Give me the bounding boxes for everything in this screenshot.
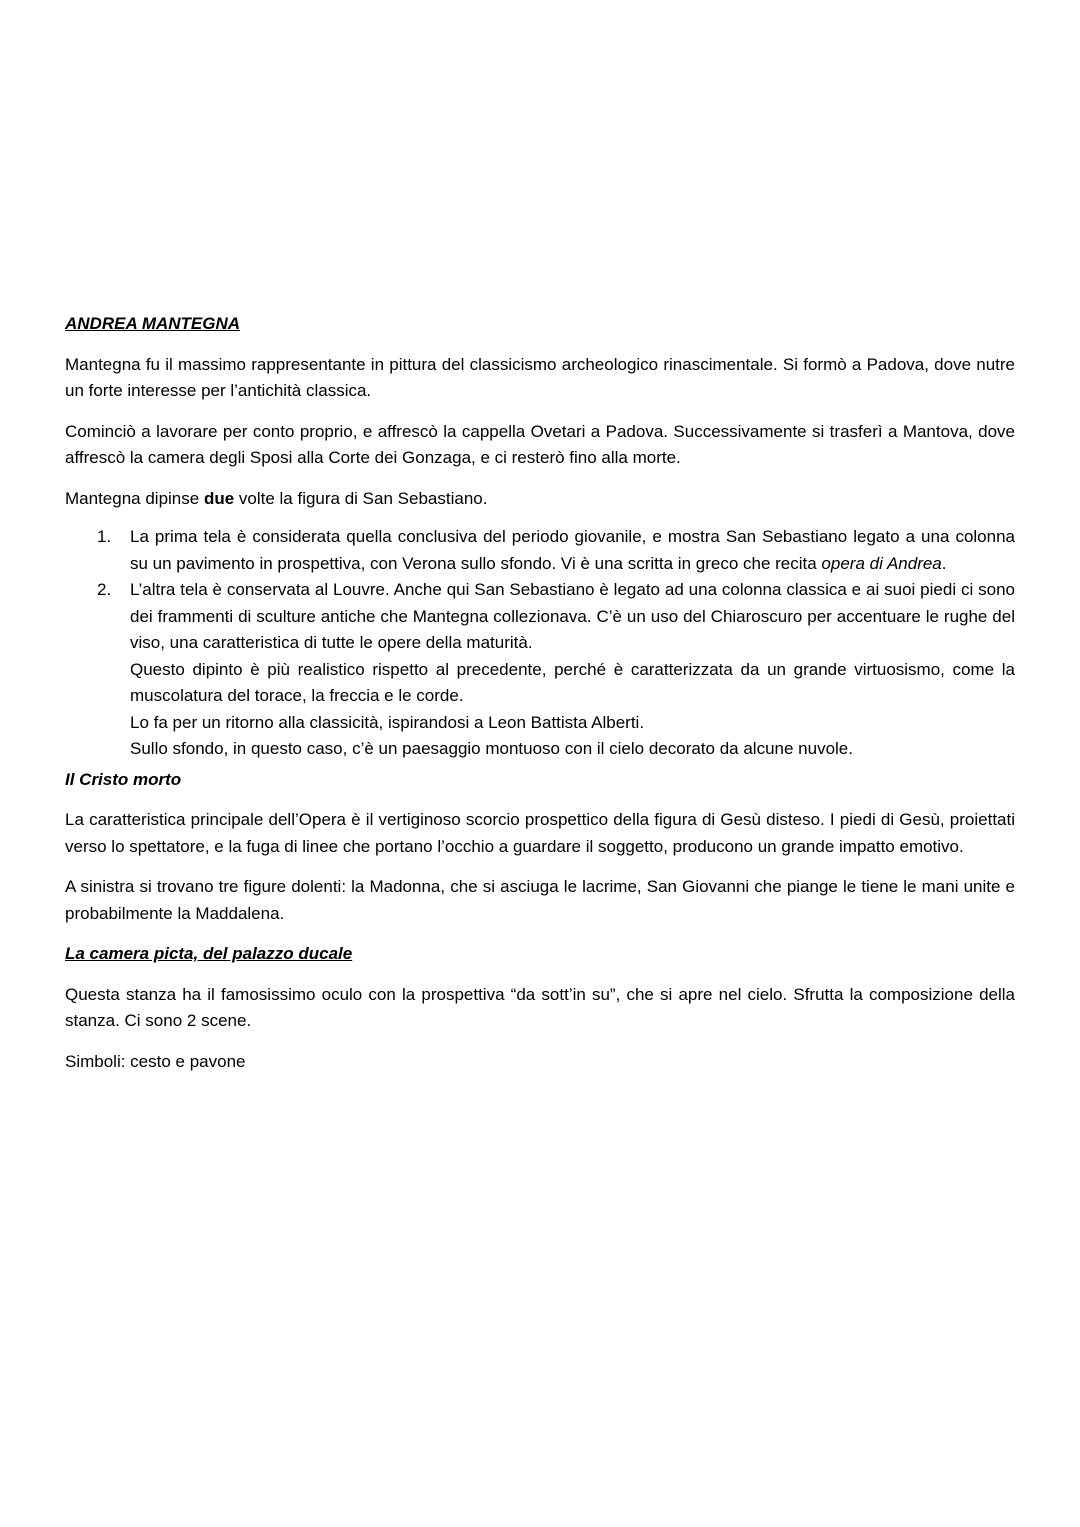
list-item: [65, 577, 1015, 763]
sebastiano-list: [65, 524, 1015, 763]
cristo-paragraph-2: A sinistra si trovano tre figure dolenti: la Madonna, che si asciuga le lacrime, San Giovanni che piange le tiene le mani unite e probabilmente la Maddalena.: [65, 877, 1015, 923]
section-heading-cristo: Il Cristo morto: [65, 769, 182, 789]
intro-paragraph-2: Cominciò a lavorare per conto proprio, e affrescò la cappella Ovetari a Padova. Successivamente si trasferì a Mantova, dove affrescò la camera degli Sposi alla Corte dei Gonzaga, e ci resterò fino alla morte.: [65, 421, 1015, 467]
document-body: [65, 311, 1015, 1089]
intro-p3-bold: due: [203, 488, 235, 508]
intro-paragraph-3: [65, 486, 1015, 513]
list-item-line: Questo dipinto è più realistico rispetto al precedente, perché è caratterizzata da un grande virtuosismo, come la muscolatura del torace, la freccia e le corde.: [130, 659, 1015, 705]
list-number: 1.: [97, 527, 112, 546]
cristo-paragraph-1: La caratteristica principale dell’Opera è il vertiginoso scorcio prospettico della figura di Gesù disteso. I piedi di Gesù, proiettati verso lo spettatore, e la fuga di linee che portano l’occhio a guardare il soggetto, producono un grande impatto emotivo.: [65, 810, 1015, 856]
intro-p3-before: Mantegna dipinse: [65, 488, 204, 508]
intro-p3-after: volte la figura di San Sebastiano.: [234, 488, 488, 508]
list-item-line: Lo fa per un ritorno alla classicità, ispirandosi a Leon Battista Alberti.: [130, 712, 645, 732]
section-heading-camera: La camera picta, del palazzo ducale: [65, 944, 353, 963]
intro-paragraph-1: Mantegna fu il massimo rappresentante in pittura del classicismo archeologico rinascimentale. Si formò a Padova, dove nutre un forte interesse per l’antichità classica.: [65, 354, 1015, 400]
list-item-text: La prima tela è considerata quella conclusiva del periodo giovanile, e mostra San Sebastiano legato a una colonna su un pavimento in prospettiva, con Verona sullo sfondo. Vi è una scritta in greco che recita: [130, 527, 1015, 573]
list-item-line: L’altra tela è conservata al Louvre. Anche qui San Sebastiano è legato ad una colonna classica e ai suoi piedi ci sono dei frammenti di sculture antiche che Mantegna collezionava. C’è un uso del Chiaroscuro per accentuare le rughe del viso, una caratteristica di tutte le opere della maturità.: [130, 580, 1015, 652]
list-item: [65, 524, 1015, 577]
camera-paragraph-2: Simboli: cesto e pavone: [65, 1051, 246, 1071]
list-item-end: .: [941, 553, 947, 573]
list-number: 2.: [97, 580, 112, 599]
page-title: ANDREA MANTEGNA: [65, 314, 241, 333]
list-item-line: Sullo sfondo, in questo caso, c’è un paesaggio montuoso con il cielo decorato da alcune nuvole.: [130, 739, 853, 758]
list-item-italic: opera di Andrea: [821, 553, 942, 573]
camera-paragraph-1: Questa stanza ha il famosissimo oculo con la prospettiva “da sott’in su”, che si apre nel cielo. Sfrutta la composizione della stanza. Ci sono 2 scene.: [65, 984, 1015, 1030]
